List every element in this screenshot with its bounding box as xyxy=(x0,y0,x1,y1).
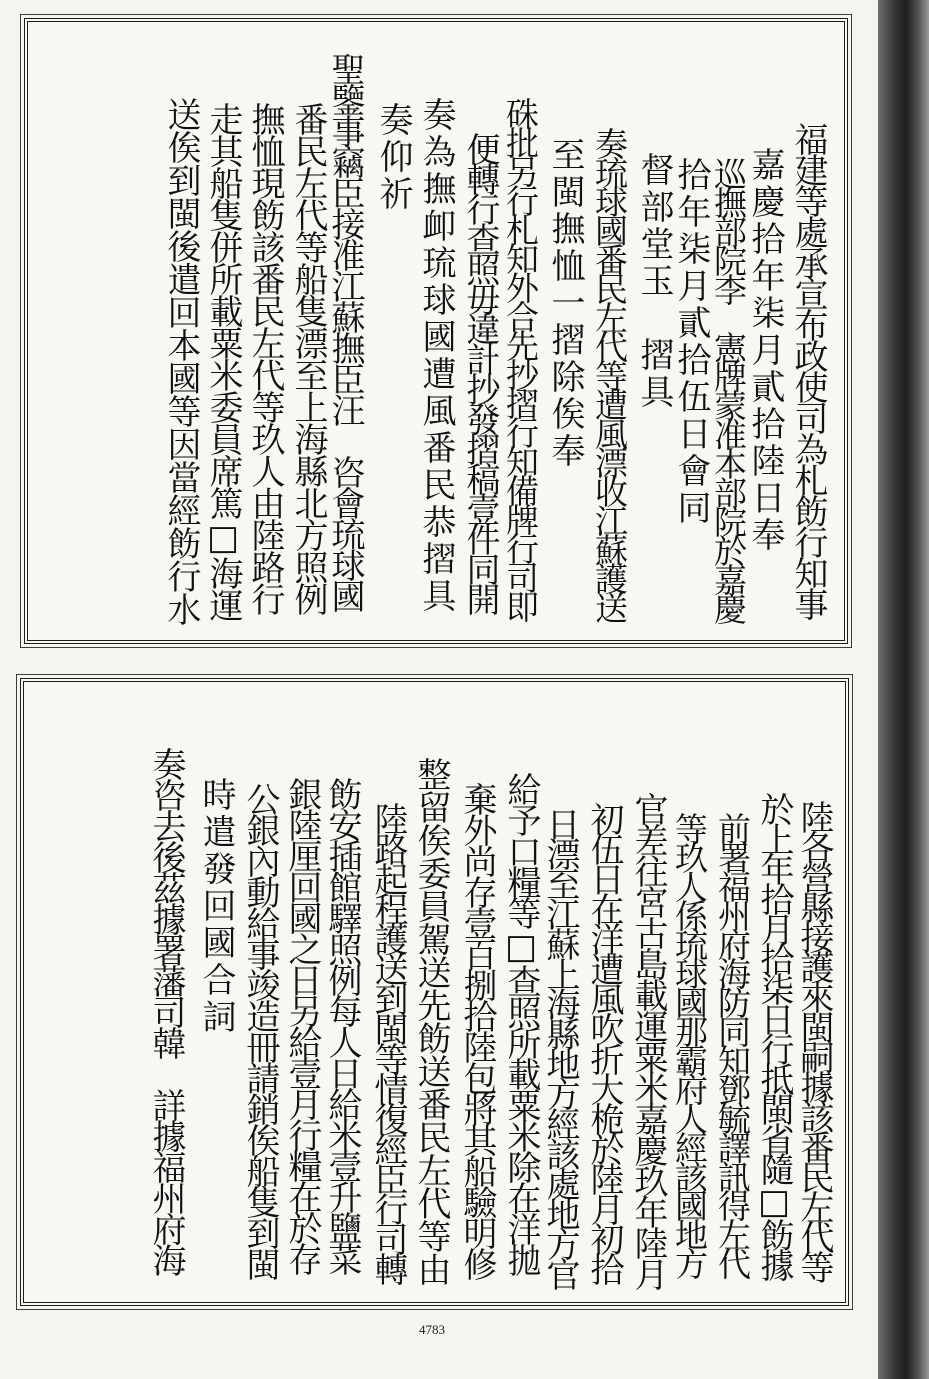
bottom-panel-text-column: 官差往宮古島載運粟米嘉慶玖年陸月 xyxy=(628,792,668,1288)
top-panel-text-column: 奏仰祈 xyxy=(373,102,413,213)
top-panel-text-column: 便轉行查照毋違計抄發摺稿壹件同開 xyxy=(460,132,500,612)
bottom-panel-text-column: 等玖人係琉球國那霸府人經該國地方 xyxy=(670,812,709,1276)
top-panel-text-column: 拾年柒月貳拾伍日會同 xyxy=(671,157,711,527)
top-panel-text-column: 嘉慶拾年柒月貳拾陸日奉 xyxy=(745,147,785,554)
bottom-panel-text-column: 公銀內動給事竣造冊請銷俟船隻到閩 xyxy=(240,782,280,1278)
bottom-panel-text-column: 時遣發回國合詞 xyxy=(196,777,236,1036)
bottom-panel-text-column: 奏咨去後茲據署藩司韓 詳據福州府海 xyxy=(146,747,186,1274)
top-panel-text-column: 硃批另行札知外合先抄摺行知備牌行司即 xyxy=(501,97,540,619)
top-panel-text-column: 督部堂玉 摺具 xyxy=(634,152,674,411)
top-panel-text-column: 巡撫部院李 憲牌蒙准本部院於嘉慶 xyxy=(709,157,748,621)
bottom-panel-text-column: 飭安插館驛照例每人日給米壹升鹽菜 xyxy=(322,777,362,1273)
bottom-panel-text-column: 於上年拾月拾柒日行抵閩省隨□飭據 xyxy=(754,792,794,1278)
bottom-panel-text-column: 給予口糧等□查照所載粟米除在洋拋 xyxy=(501,772,541,1274)
top-panel-text-column: 送俟到閩後遣回本國等因當經飭行水 xyxy=(161,97,201,625)
top-panel-text-column: 聖鑒事竊臣接准江蘇撫臣汪 咨會琉球國 xyxy=(325,52,365,610)
book-binding-edge xyxy=(878,0,929,1379)
bottom-panel-text-column: 陸路起程護送到閩等情復經臣行司轉 xyxy=(368,802,408,1282)
bottom-panel-text-column: 前署福州府海防同知鄧毓譯訊得左代 xyxy=(713,812,752,1276)
top-panel-text-column: 奏琉球國番民左代等遭風漂收江蘇護送 xyxy=(590,127,629,620)
bottom-panel-text-column: 整留俟委員駕送先飭送番民左代等由 xyxy=(411,757,451,1285)
page-number: 4783 xyxy=(419,1322,445,1337)
top-panel-text-column: 走其船隻併所載粟米委員席篤□海運 xyxy=(203,102,243,620)
top-panel-text-column: 至閩撫恤一摺除俟奉 xyxy=(545,137,585,470)
top-panel-text-column: 番民左代等船隻漂至上海縣北方照例 xyxy=(288,102,328,614)
bottom-panel-text-column: 陸各營縣接護來閩嗣據該番民左代等 xyxy=(794,800,834,1280)
bottom-panel-text-column: 日漂至江蘇上海縣地方經該處地方官 xyxy=(540,807,580,1287)
top-panel-text-column: 撫恤現飭該番民左代等玖人由陸路行 xyxy=(245,102,285,614)
bottom-panel-text-column: 銀陸厘回國之日另給壹月行糧在於存 xyxy=(282,777,322,1273)
top-text-panel xyxy=(24,18,848,644)
bottom-text-panel xyxy=(20,678,849,1306)
bottom-panel-text-column: 初伍日在洋遭風吹折大桅於陸月初拾 xyxy=(584,802,624,1282)
bottom-panel-text-column: 棄外尚存壹百捌拾陸包將其船驗明修 xyxy=(457,782,497,1278)
top-panel-text-column: 奏為撫卹琉球國遭風番民恭摺具 xyxy=(416,97,456,615)
top-panel-text-column: 福建等處承宣布政使司為札飭行知事 xyxy=(788,122,828,618)
